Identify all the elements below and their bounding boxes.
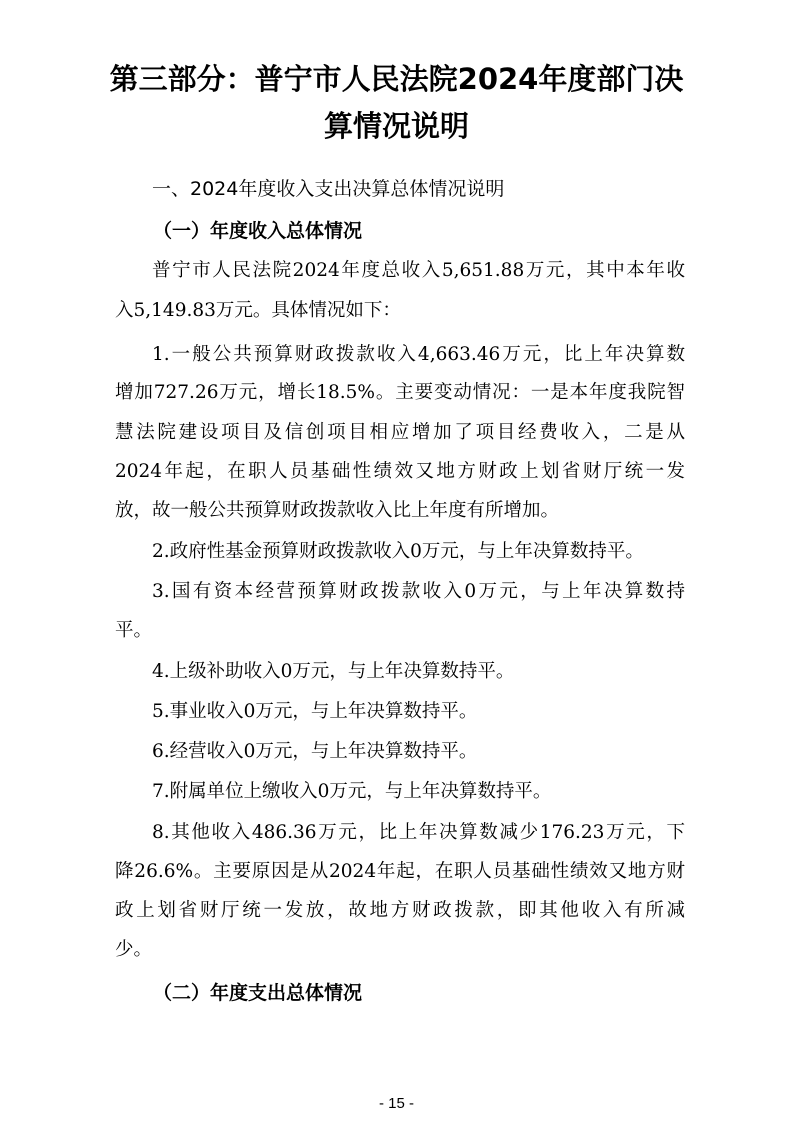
page-number: - 15 -: [378, 1095, 414, 1112]
paragraph-line: 放，故一般公共预算财政拨款收入比上年度有所增加。: [115, 500, 560, 521]
paragraph-line: 慧法院建设项目及信创项目相应增加了项目经费收入，二是从: [115, 422, 685, 443]
paragraph-line: 2.政府性基金预算财政拨款收入0万元，与上年决算数持平。: [152, 541, 644, 562]
paragraph-line: 1.一般公共预算财政拨款收入4,663.46万元，比上年决算数: [152, 344, 685, 365]
document-title-line-2: 算情况说明: [323, 109, 469, 143]
paragraph-line: 7.附属单位上缴收入0万元，与上年决算数持平。: [152, 781, 552, 802]
paragraph-line: 6.经营收入0万元，与上年决算数持平。: [152, 741, 478, 762]
paragraph-line: 少。: [115, 939, 153, 960]
paragraph-line: 政上划省财厅统一发放，故地方财政拨款，即其他收入有所减: [115, 900, 685, 921]
subsection-heading-expenditure: （二）年度支出总体情况: [153, 982, 363, 1004]
section-heading: 一、2024年度收入支出决算总体情况说明: [152, 178, 505, 200]
paragraph-line: 普宁市人民法院2024年度总收入5,651.88万元，其中本年收: [152, 260, 685, 281]
paragraph-line: 降26.6%。主要原因是从2024年起，在职人员基础性绩效又地方财: [115, 861, 685, 882]
paragraph-line: 8.其他收入486.36万元，比上年决算数减少176.23万元，下: [152, 822, 685, 843]
paragraph-line: 入5,149.83万元。具体情况如下：: [115, 300, 401, 321]
paragraph-line: 2024年起，在职人员基础性绩效又地方财政上划省财厅统一发: [115, 461, 685, 482]
subsection-heading-income: （一）年度收入总体情况: [153, 220, 363, 242]
paragraph-line: 增加727.26万元，增长18.5%。主要变动情况：一是本年度我院智: [115, 382, 685, 403]
paragraph-line: 平。: [115, 620, 153, 641]
paragraph-line: 5.事业收入0万元，与上年决算数持平。: [152, 701, 478, 722]
paragraph-line: 4.上级补助收入0万元，与上年决算数持平。: [152, 661, 515, 682]
document-title-line-1: 第三部分：普宁市人民法院2024年度部门决: [109, 62, 684, 96]
paragraph-line: 3.国有资本经营预算财政拨款收入0万元，与上年决算数持: [152, 581, 685, 602]
